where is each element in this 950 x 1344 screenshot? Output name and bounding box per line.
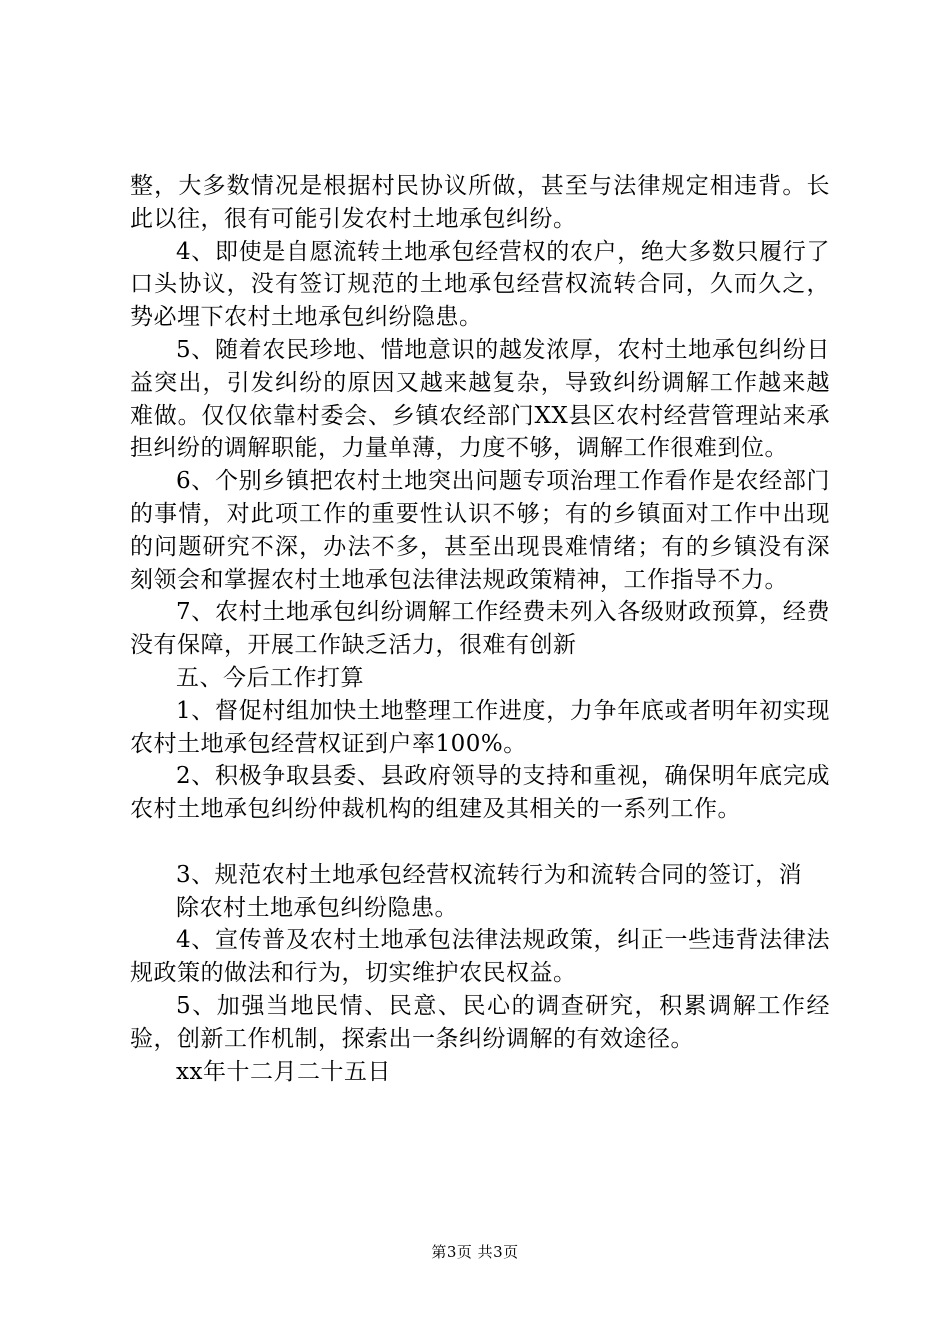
plan-item-5: 5、加强当地民情、民意、民心的调查研究，积累调解工作经验，创新工作机制，探索出一条纠纷调解的有效途径。 xyxy=(130,992,830,1052)
page-footer: 第3页 共3页 xyxy=(431,1243,519,1261)
plan-item-2: 2、积极争取县委、县政府领导的支持和重视，确保明年底完成农村土地承包纠纷仲裁机构的组建及其相关的一系列工作。 xyxy=(130,763,830,823)
paragraph-continuation: 整，大多数情况是根据村民协议所做，甚至与法律规定相违背。长此以往，很有可能引发农村土地承包纠纷。 xyxy=(130,173,830,232)
document-body xyxy=(130,170,830,1088)
plan-item-3-continuation: 除农村土地承包纠纷隐患。 xyxy=(176,894,458,921)
blank-line xyxy=(130,826,830,859)
plan-item-4: 4、宣传普及农村土地承包法律法规政策，纠正一些违背法律法规政策的做法和行为，切实维护农民权益。 xyxy=(130,927,830,987)
section-heading-future-plans: 五、今后工作打算 xyxy=(176,664,364,691)
plan-item-1: 1、督促村组加快土地整理工作进度，力争年底或者明年初实现农村土地承包经营权证到户率100%。 xyxy=(130,697,830,757)
paragraph-item-6: 6、个别乡镇把农村土地突出问题专项治理工作看作是农经部门的事情，对此项工作的重要性认识不够；有的乡镇面对工作中出现的问题研究不深，办法不多，甚至出现畏难情绪；有的乡镇没有深刻领会和掌握农村土地承包法律法规政策精神，工作指导不力。 xyxy=(130,468,830,593)
document-date: xx年十二月二十五日 xyxy=(176,1058,391,1085)
paragraph-item-7: 7、农村土地承包纠纷调解工作经费未列入各级财政预算，经费没有保障，开展工作缺乏活力，很难有创新 xyxy=(130,599,830,659)
plan-item-3: 3、规范农村土地承包经营权流转行为和流转合同的签订，消 xyxy=(176,861,803,888)
paragraph-item-5: 5、随着农民珍地、惜地意识的越发浓厚，农村土地承包纠纷日益突出，引发纠纷的原因又越来越复杂，导致纠纷调解工作越来越难做。仅仅依靠村委会、乡镇农经部门XX县区农村经营管理站来承担纠纷的调解职能，力量单薄，力度不够，调解工作很难到位。 xyxy=(130,336,830,462)
paragraph-item-4: 4、即使是自愿流转土地承包经营权的农户，绝大多数只履行了口头协议，没有签订规范的土地承包经营权流转合同，久而久之，势必埋下农村土地承包纠纷隐患。 xyxy=(130,238,830,331)
